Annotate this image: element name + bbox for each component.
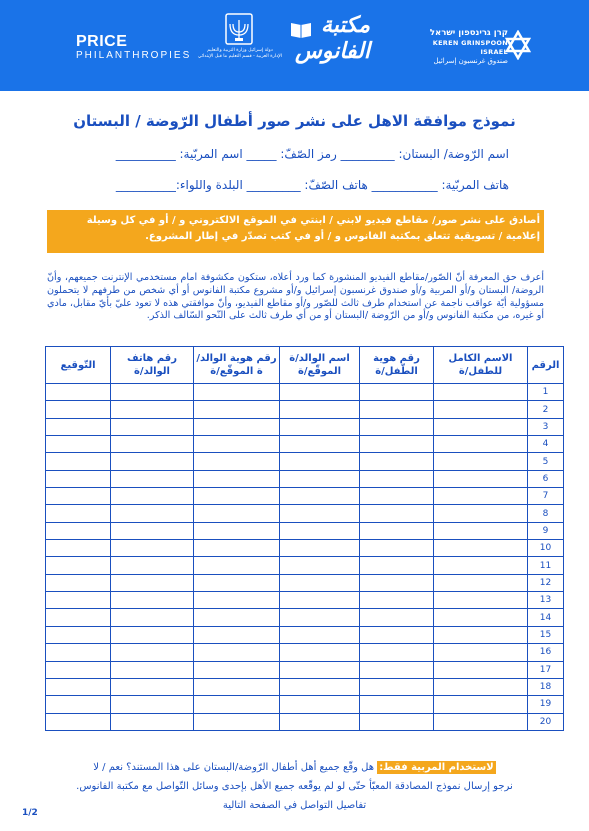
- row-number: 16: [528, 644, 564, 661]
- row-number: 17: [528, 661, 564, 678]
- parent-phone-cell[interactable]: [111, 661, 194, 678]
- table-row: [46, 592, 564, 609]
- row-number: 15: [528, 626, 564, 643]
- parent-name-cell[interactable]: [280, 488, 360, 505]
- table-row: [46, 574, 564, 591]
- parent-phone-cell[interactable]: [111, 557, 194, 574]
- row-number: 19: [528, 696, 564, 713]
- parent-phone-cell[interactable]: [111, 384, 194, 401]
- table-row: [46, 505, 564, 522]
- child-name-cell[interactable]: [434, 661, 528, 678]
- teacher-only-label: لاستخدام المربية فقط:: [379, 762, 494, 773]
- child-name-cell[interactable]: [434, 522, 528, 539]
- parent-phone-cell[interactable]: [111, 713, 194, 730]
- parent-name-cell[interactable]: [280, 418, 360, 435]
- parent-id-cell[interactable]: [194, 626, 280, 643]
- parent-name-cell[interactable]: [280, 644, 360, 661]
- signature-cell[interactable]: [46, 401, 111, 418]
- child-name-cell[interactable]: [434, 574, 528, 591]
- row-number: 4: [528, 436, 564, 453]
- price-philanthropies-logo: [76, 33, 191, 62]
- child-id-cell[interactable]: [360, 540, 434, 557]
- child-id-cell[interactable]: [360, 626, 434, 643]
- child-id-cell[interactable]: [360, 557, 434, 574]
- child-name-cell[interactable]: [434, 609, 528, 626]
- table-row: [46, 557, 564, 574]
- column-header-parent-id: رقم هوية الوالد/ة الموقّع/ة: [194, 347, 280, 384]
- row-number: 1: [528, 384, 564, 401]
- row-number: 9: [528, 522, 564, 539]
- child-id-cell[interactable]: [360, 505, 434, 522]
- child-name-cell[interactable]: [434, 505, 528, 522]
- child-name-cell[interactable]: [434, 592, 528, 609]
- table-row: [46, 713, 564, 730]
- signature-cell[interactable]: [46, 470, 111, 487]
- parent-id-cell[interactable]: [194, 453, 280, 470]
- parent-id-cell[interactable]: [194, 609, 280, 626]
- parent-id-cell[interactable]: [194, 592, 280, 609]
- child-id-cell[interactable]: [360, 418, 434, 435]
- signature-table: [45, 346, 564, 731]
- column-header-parent-name: اسم الوالد/ة الموقّع/ة: [280, 347, 360, 384]
- ministry-line2: الإدارة العربية - قسم التعليم ما قبل الإبتدائي: [197, 54, 283, 59]
- column-header-signature: التّوقيع: [46, 347, 111, 384]
- parent-name-cell[interactable]: [280, 540, 360, 557]
- teacher-note: [0, 758, 589, 815]
- parent-id-cell[interactable]: [194, 557, 280, 574]
- child-name-cell[interactable]: [434, 678, 528, 695]
- row-number: 2: [528, 401, 564, 418]
- parent-name-cell[interactable]: [280, 436, 360, 453]
- form-title: نموذج موافقة الاهل على نشر صور أطفال الرّوضة / البستان: [73, 112, 516, 130]
- parent-id-cell[interactable]: [194, 401, 280, 418]
- row-number: 10: [528, 540, 564, 557]
- child-id-cell[interactable]: [360, 661, 434, 678]
- child-id-cell[interactable]: [360, 522, 434, 539]
- keren-arabic-name: صندوق غرنسبون إسرائيل: [433, 57, 508, 65]
- child-name-cell[interactable]: [434, 713, 528, 730]
- table-row: [46, 384, 564, 401]
- parent-phone-cell[interactable]: [111, 592, 194, 609]
- row-number: 20: [528, 713, 564, 730]
- table-row: [46, 418, 564, 435]
- parent-id-cell[interactable]: [194, 418, 280, 435]
- parent-phone-cell[interactable]: [111, 574, 194, 591]
- table-row: [46, 644, 564, 661]
- keren-grinspoon-logo: [408, 28, 508, 66]
- parent-name-cell[interactable]: [280, 713, 360, 730]
- page-number: 1/2: [22, 808, 38, 818]
- child-name-cell[interactable]: [434, 418, 528, 435]
- keren-english-name: KEREN GRINSPOON ISRAEL: [432, 39, 508, 56]
- row-number: 5: [528, 453, 564, 470]
- parent-phone-cell[interactable]: [111, 401, 194, 418]
- parent-id-cell[interactable]: [194, 644, 280, 661]
- star-of-david-icon: [505, 30, 531, 60]
- table-row: [46, 678, 564, 695]
- parent-name-cell[interactable]: [280, 505, 360, 522]
- parent-name-cell[interactable]: [280, 384, 360, 401]
- signature-cell[interactable]: [46, 661, 111, 678]
- table-row: [46, 453, 564, 470]
- contact-info-line[interactable]: هاتف المربّية: ___________ هاتف الصّفّ: _________ البلدة واللواء:__________: [115, 178, 509, 192]
- child-id-cell[interactable]: [360, 401, 434, 418]
- keren-hebrew-name: קרן גרינספון ישראל: [429, 28, 508, 38]
- consent-statement: أصادق على نشر صور/ مقاطع فيديو لابني / ابنتي في الموقع الالكتروني و / أو في كل وسيلة إعلامية / تسويقية تتعلق بمكتبة الفانوس و / أو في كتب تصدّر في إطار المشروع.: [47, 210, 544, 253]
- parent-id-cell[interactable]: [194, 696, 280, 713]
- table-row: [46, 470, 564, 487]
- signature-cell[interactable]: [46, 453, 111, 470]
- child-id-cell[interactable]: [360, 488, 434, 505]
- signature-cell[interactable]: [46, 540, 111, 557]
- parent-phone-cell[interactable]: [111, 505, 194, 522]
- parent-id-cell[interactable]: [194, 540, 280, 557]
- signature-cell[interactable]: [46, 522, 111, 539]
- price-logo-line2: PHILANTHROPIES: [76, 50, 192, 61]
- row-number: 13: [528, 592, 564, 609]
- parent-id-cell[interactable]: [194, 713, 280, 730]
- child-id-cell[interactable]: [360, 609, 434, 626]
- parent-name-cell[interactable]: [280, 574, 360, 591]
- child-id-cell[interactable]: [360, 436, 434, 453]
- child-id-cell[interactable]: [360, 470, 434, 487]
- parent-name-cell[interactable]: [280, 626, 360, 643]
- signature-cell[interactable]: [46, 713, 111, 730]
- contact-details-hint: تفاصيل التواصل في الصفحة التالية: [222, 800, 367, 811]
- child-id-cell[interactable]: [360, 644, 434, 661]
- parent-phone-cell[interactable]: [111, 453, 194, 470]
- signature-cell[interactable]: [46, 418, 111, 435]
- parent-name-cell[interactable]: [280, 470, 360, 487]
- table-row: [46, 488, 564, 505]
- row-number: 3: [528, 418, 564, 435]
- table-row: [46, 661, 564, 678]
- row-number: 8: [528, 505, 564, 522]
- row-number: 11: [528, 557, 564, 574]
- child-name-cell[interactable]: [434, 453, 528, 470]
- parent-name-cell[interactable]: [280, 678, 360, 695]
- header-banner: [0, 0, 589, 91]
- child-id-cell[interactable]: [360, 574, 434, 591]
- child-name-cell[interactable]: [434, 644, 528, 661]
- parent-phone-cell[interactable]: [111, 470, 194, 487]
- maktaba-alfanous-logo: [295, 12, 370, 64]
- parent-phone-cell[interactable]: [111, 488, 194, 505]
- child-name-cell[interactable]: [434, 540, 528, 557]
- send-instructions: نرجو إرسال نموذج المصادقة المعبّأ حتّى لو لم يوقّعه جميع الأهل بإحدى وسائل التّواصل مع مكتبة الفانوس.: [76, 781, 513, 792]
- teacher-question: هل وقّع جميع أهل أطفال الرّوضة/البستان على هذا المستند؟ نعم / لا: [93, 762, 378, 773]
- parent-name-cell[interactable]: [280, 401, 360, 418]
- parent-id-cell[interactable]: [194, 436, 280, 453]
- parent-name-cell[interactable]: [280, 557, 360, 574]
- parent-id-cell[interactable]: [194, 522, 280, 539]
- column-header-number: الرقم: [528, 347, 564, 384]
- signature-cell[interactable]: [46, 557, 111, 574]
- signature-cell[interactable]: [46, 592, 111, 609]
- child-name-cell[interactable]: [434, 384, 528, 401]
- child-id-cell[interactable]: [360, 678, 434, 695]
- child-name-cell[interactable]: [434, 488, 528, 505]
- table-row: [46, 540, 564, 557]
- parent-id-cell[interactable]: [194, 470, 280, 487]
- column-header-parent-phone: رقم هاتف الوالد/ة: [111, 347, 194, 384]
- signature-cell[interactable]: [46, 696, 111, 713]
- table-row: [46, 696, 564, 713]
- parent-id-cell[interactable]: [194, 384, 280, 401]
- table-row: [46, 626, 564, 643]
- child-id-cell[interactable]: [360, 384, 434, 401]
- signature-cell[interactable]: [46, 644, 111, 661]
- row-number: 7: [528, 488, 564, 505]
- signature-cell[interactable]: [46, 574, 111, 591]
- parent-name-cell[interactable]: [280, 522, 360, 539]
- row-number: 12: [528, 574, 564, 591]
- disclaimer-paragraph: أعرف حق المعرفة أنّ الصّور/مقاطع الفيديو المنشورة كما ورد أعلاه، ستكون مكشوفة امام مستخدمي الإنترنت جميعهم، وأنّ الروضة/ البستان و/أو المربية و/أو صندوق غرنسبون إسرائيل و/أو مشروع مكتبة الفانوس أو أي شخص من طرفهم لا يتحملون مسؤولية أيّة عواقب ناجمة عن استخدام طرف ثالث للصّور و/أو مقاطع الفيديو، وأنّ موافقتي هذه لا تعود عليّ بأيّ مقابل، مادي أو غيره، من مكتبة الفانوس و/أو من الرّوضة /البستان أو من أي طرف ثالث على النّحو السّالف الذكر.: [47, 272, 544, 322]
- signature-cell[interactable]: [46, 505, 111, 522]
- parent-phone-cell[interactable]: [111, 644, 194, 661]
- table-row: [46, 436, 564, 453]
- ministry-line1: دولة إسرائيل وزارة التربية والتعليم: [207, 48, 273, 53]
- child-id-cell[interactable]: [360, 713, 434, 730]
- signature-cell[interactable]: [46, 609, 111, 626]
- parent-phone-cell[interactable]: [111, 522, 194, 539]
- signature-cell[interactable]: [46, 384, 111, 401]
- menorah-emblem-icon: [222, 12, 256, 46]
- parent-phone-cell[interactable]: [111, 696, 194, 713]
- parent-name-cell[interactable]: [280, 661, 360, 678]
- parent-id-cell[interactable]: [194, 488, 280, 505]
- table-row: [46, 522, 564, 539]
- row-number: 18: [528, 678, 564, 695]
- child-id-cell[interactable]: [360, 696, 434, 713]
- parent-name-cell[interactable]: [280, 453, 360, 470]
- child-name-cell[interactable]: [434, 557, 528, 574]
- child-name-cell[interactable]: [434, 436, 528, 453]
- parent-phone-cell[interactable]: [111, 418, 194, 435]
- child-name-cell[interactable]: [434, 696, 528, 713]
- price-logo-line1: PRICE: [76, 33, 128, 50]
- kindergarten-info-line[interactable]: اسم الرّوضة/ البستان: _________ رمز الصّفّ: _____ اسم المربّية: __________: [115, 147, 509, 161]
- parent-phone-cell[interactable]: [111, 540, 194, 557]
- child-name-cell[interactable]: [434, 626, 528, 643]
- child-name-cell[interactable]: [434, 470, 528, 487]
- column-header-child-name: الاسم الكامل للطفل/ة: [434, 347, 528, 384]
- child-id-cell[interactable]: [360, 592, 434, 609]
- child-id-cell[interactable]: [360, 453, 434, 470]
- row-number: 6: [528, 470, 564, 487]
- parent-phone-cell[interactable]: [111, 436, 194, 453]
- parent-phone-cell[interactable]: [111, 609, 194, 626]
- ministry-caption: [190, 48, 290, 60]
- column-header-child-id: رقم هوية الطّفل/ة: [360, 347, 434, 384]
- table-header-row: [46, 347, 564, 384]
- parent-phone-cell[interactable]: [111, 678, 194, 695]
- table-row: [46, 401, 564, 418]
- parent-id-cell[interactable]: [194, 661, 280, 678]
- row-number: 14: [528, 609, 564, 626]
- parent-name-cell[interactable]: [280, 592, 360, 609]
- child-name-cell[interactable]: [434, 401, 528, 418]
- maktaba-logo-line2: الفانوس: [295, 38, 370, 64]
- signature-cell[interactable]: [46, 488, 111, 505]
- table-row: [46, 609, 564, 626]
- parent-id-cell[interactable]: [194, 505, 280, 522]
- signature-cell[interactable]: [46, 626, 111, 643]
- parent-id-cell[interactable]: [194, 574, 280, 591]
- parent-name-cell[interactable]: [280, 696, 360, 713]
- maktaba-logo-line1: مكتبة: [320, 12, 370, 38]
- signature-cell[interactable]: [46, 678, 111, 695]
- parent-phone-cell[interactable]: [111, 626, 194, 643]
- parent-id-cell[interactable]: [194, 678, 280, 695]
- signature-cell[interactable]: [46, 436, 111, 453]
- parent-name-cell[interactable]: [280, 609, 360, 626]
- teacher-question-line: [0, 758, 589, 777]
